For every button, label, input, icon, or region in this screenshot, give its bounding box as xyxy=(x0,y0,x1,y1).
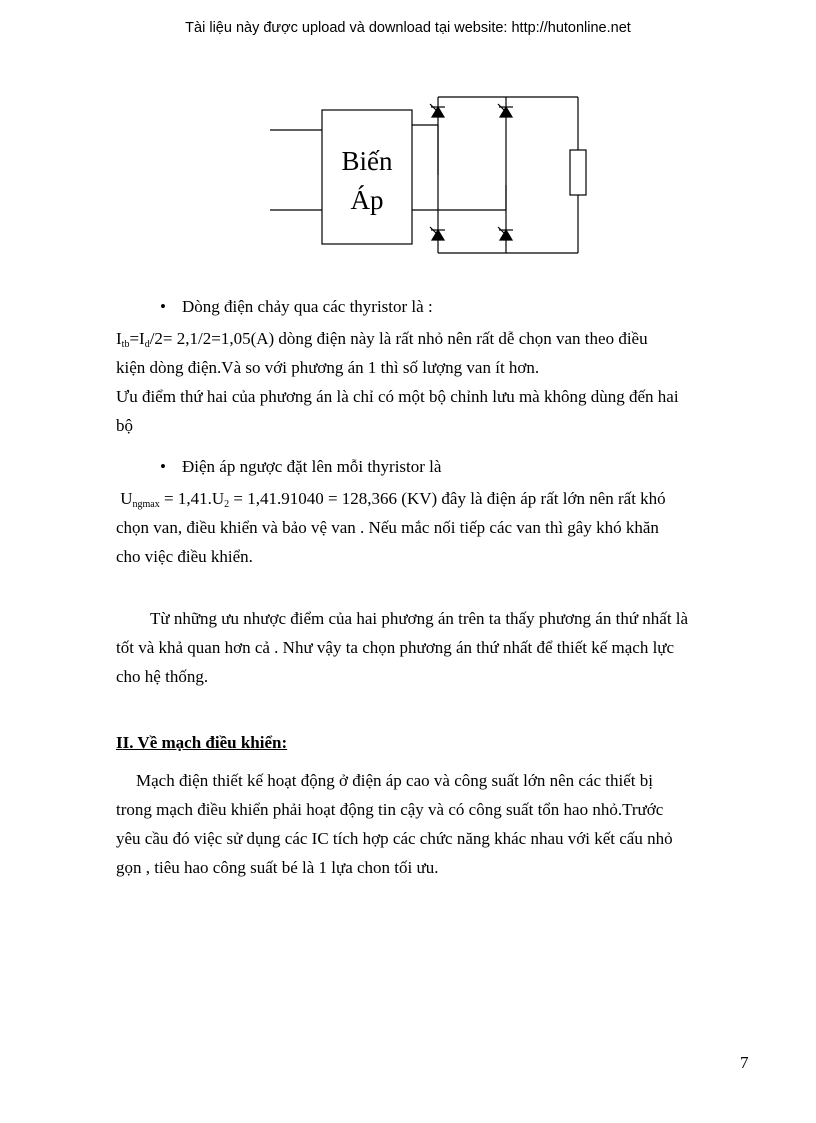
bullet-marker: • xyxy=(160,457,166,476)
section-heading: II. Về mạch điều khiển: xyxy=(116,733,288,752)
bullet-marker: • xyxy=(160,297,166,316)
control-paragraph: Mạch điện thiết kế hoạt động ở điện áp cao và công suất lớn nên các thiết bị trong mạch điều khiển phải hoạt động tin cậy và có công suất tổn hao nhỏ.Trước yêu cầu đó việc sử dụng các IC tích hợp các chức năng khác nhau với kết cấu nhỏ gọn , tiêu hao công suất bé là 1 lựa chon tối ưu. xyxy=(116,771,673,877)
bullet-text: Dòng điện chảy qua các thyristor là : xyxy=(182,297,433,316)
bullet-current xyxy=(160,292,433,321)
page-header: Tài liệu này được upload và download tại website: http://hutonline.net xyxy=(185,20,631,36)
transformer-box xyxy=(322,110,412,244)
page-number: 7 xyxy=(740,1053,749,1072)
voltage-paragraph: $U_{ngmax} = 1,41.U_2 = 1,41.91040 = 128,366$ (KV) đây là điện áp rất lớn nên rất khó chọn van, điều khiển và bảo vệ van . Nếu mắc nối tiếp các van thì gây khó khăn cho việc điều khiển. xyxy=(116,484,756,571)
rectifier-circuit-diagram xyxy=(270,85,610,270)
conclusion-paragraph: Từ những ưu nhược điểm của hai phương án trên ta thấy phương án thứ nhất là tốt và khả quan hơn cả . Như vậy ta chọn phương án thứ nhất để thiết kế mạch lực cho hệ thống. xyxy=(116,609,689,686)
voltage-formula-line: $U_{ngmax} = 1,41.U_2 = 1,41.91040 = 128,366$ (KV) đây là điện áp rất lớn nên rất khó xyxy=(120,489,666,510)
current-paragraph: $I_{tb}=I_d/2= 2,1/2=1,05(A)$ dòng điện này là rất nhỏ nên rất dễ chọn van theo điều kiện dòng điện.Và so với phương án 1 thì số lượng van ít hơn. Ưu điểm thứ hai của phương án là chỉ có một bộ chỉnh lưu mà không dùng đến hai bộ xyxy=(116,324,756,440)
bullet-voltage xyxy=(160,452,441,481)
transformer-label-2: Áp xyxy=(350,185,384,215)
current-formula-line: $I_{tb}=I_d/2= 2,1/2=1,05(A)$ dòng điện này là rất nhỏ nên rất dễ chọn van theo điều xyxy=(116,329,648,350)
bullet-text: Điện áp ngược đặt lên mỗi thyristor là xyxy=(182,457,442,476)
transformer-label-1: Biến xyxy=(341,146,393,176)
load-resistor xyxy=(570,150,586,195)
